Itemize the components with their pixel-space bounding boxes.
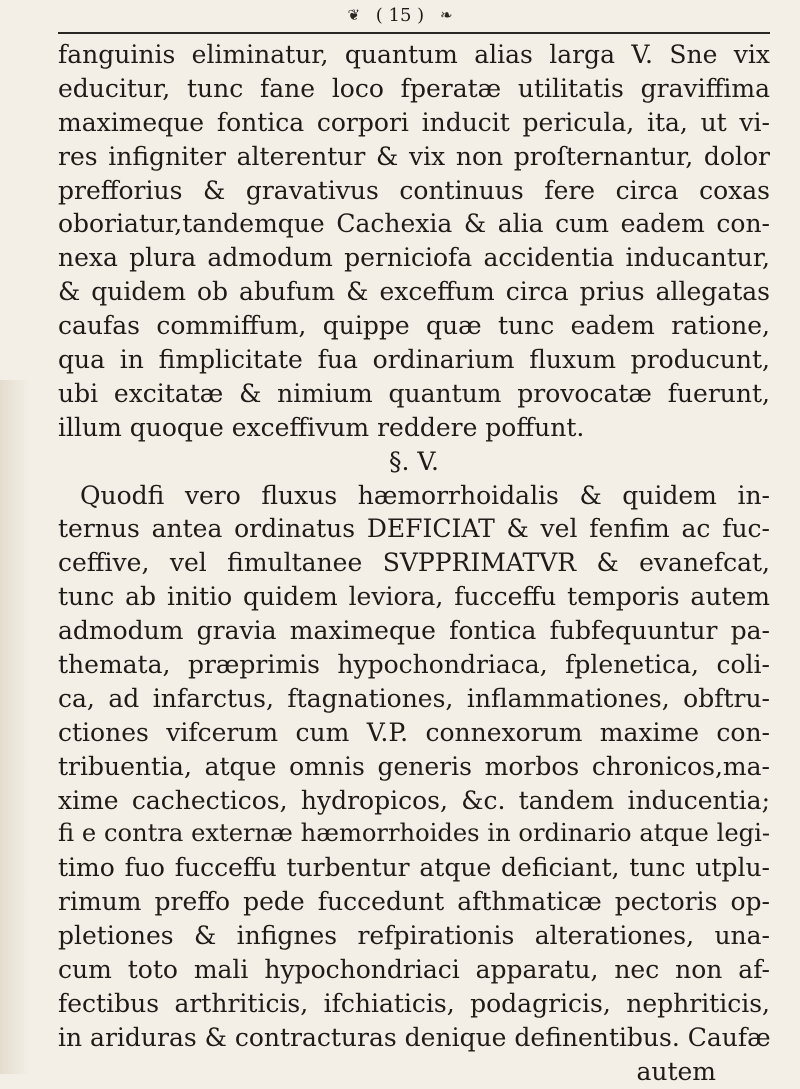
text-line: ctiones vifcerum cum V.P. connexorum maxime con- (58, 717, 770, 747)
text-line: caufas commiffum, quippe quæ tunc eadem ratione, (58, 311, 770, 341)
text-line: illum quoque exceffivum reddere poffunt. (58, 412, 585, 442)
ornament-left-icon: ❦ (347, 6, 361, 24)
text-line: rimum preffo pede fuccedunt afthmaticæ pectoris op- (58, 887, 770, 917)
text-line: prefforius & gravativus continuus fere circa coxas (58, 175, 770, 205)
text-line: cum toto mali hypochondriaci apparatu, nec non af- (58, 955, 770, 985)
text-line: educitur, tunc fane loco fperatæ utilitatis graviffima (58, 73, 770, 103)
text-line: res infigniter alterentur & vix non proſternantur, dolor (58, 141, 770, 171)
ornament-right-icon: ❧ (439, 6, 453, 24)
text-line: fi e contra externæ hæmorrhoides in ordinario atque legi- (58, 819, 770, 848)
text-line: in ariduras & contracturas denique definentibus. Caufæ (58, 1022, 771, 1052)
text-line: fectibus arthriticis, ifchiaticis, podagricis, nephriticis, (58, 988, 770, 1018)
text-line: nexa plura admodum perniciofa accidentia inducantur, (58, 243, 770, 273)
text-line: ternus antea ordinatus DEFICIAT & vel fenfim ac fuc- (58, 514, 770, 544)
running-header (0, 4, 800, 30)
text-line: admodum gravia maximeque fontica fubfequuntur pa- (58, 616, 770, 646)
header-rule (58, 32, 770, 34)
text-line: qua in fimplicitate fua ordinarium fluxum producunt, (58, 345, 770, 375)
text-line: & quidem ob abufum & exceffum circa prius allegatas (58, 277, 770, 307)
text-line: tribuentia, atque omnis generis morbos chronicos,ma- (58, 751, 770, 781)
text-line: fanguinis eliminatur, quantum alias larga V. Sne vix (58, 40, 770, 69)
text-line: pletiones & infignes refpirationis alterationes, una- (58, 921, 770, 951)
text-line: timo fuo fucceffu turbentur atque deficiant, tunc utplu- (58, 853, 770, 883)
text-line: ca, ad infarctus, ftagnationes, inflammationes, obftru- (58, 683, 770, 713)
body-text (58, 38, 770, 1089)
text-line: maximeque fontica corpori inducit pericula, ita, ut vi- (58, 107, 770, 137)
page-number: ( 15 ) (375, 4, 425, 26)
text-line: xime cachecticos, hydropicos, &c. tandem inducentia; (58, 785, 770, 815)
text-line: ubi excitatæ & nimium quantum provocatæ fuerunt, (58, 378, 770, 408)
section-mark: §. V. (388, 446, 440, 476)
text-line: oboriatur,tandemque Cachexia & alia cum eadem con- (58, 209, 770, 239)
text-line: ceffive, vel fimultanee SVPPRIMATVR & evanefcat, (58, 548, 770, 578)
catchword: autem (636, 1056, 716, 1086)
text-line: themata, præprimis hypochondriaca, fplenetica, coli- (58, 650, 770, 680)
text-line: Quodfi vero fluxus hæmorrhoidalis & quidem in- (80, 480, 770, 510)
text-line: tunc ab initio quidem leviora, fucceffu temporis autem (58, 582, 770, 612)
gutter-shadow (0, 380, 30, 1074)
